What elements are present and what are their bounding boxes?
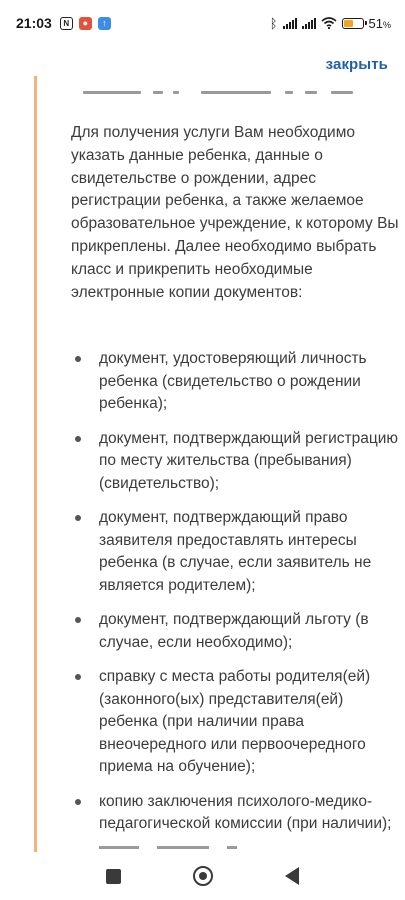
- bullet-icon: [75, 674, 81, 680]
- document-list-item: [71, 609, 401, 654]
- document-list-item: [71, 507, 401, 597]
- cut-off-text-line: [73, 80, 363, 94]
- document-text: документ, подтверждающий регистрацию по месту жительства (пребывания) (свидетельство);: [99, 429, 398, 492]
- signal-icon: [283, 17, 297, 29]
- intro-text: Для получения услуги Вам необходимо указать данные ребенка, данные о свидетельстве о рождении, адрес регистрации ребенка, а также желаемое образовательное учреждение, к которому Вы прикреплены. Далее необходимо выбрать класс и прикрепить необходимые электронные копии документов:: [71, 124, 399, 301]
- documents-list: [71, 348, 401, 848]
- content-card: [34, 76, 405, 852]
- close-button[interactable]: закрыть: [325, 56, 388, 73]
- nfc-icon: N: [60, 17, 73, 30]
- wifi-icon: [321, 17, 337, 29]
- back-icon[interactable]: [285, 867, 299, 885]
- document-text: документ, подтверждающий льготу (в случае, если необходимо);: [99, 611, 369, 651]
- document-list-item: [71, 348, 401, 416]
- app-notification-blue-icon: ↑: [98, 17, 111, 30]
- app-notification-red-icon: ●: [79, 17, 92, 30]
- bullet-icon: [75, 515, 81, 521]
- bullet-icon: [75, 617, 81, 623]
- signal-icon: [302, 17, 316, 29]
- status-bar: [0, 0, 405, 46]
- bullet-icon: [75, 436, 81, 442]
- battery-fill: [344, 20, 353, 27]
- document-text: документ, удостоверяющий личность ребенка (свидетельство о рождении ребенка);: [99, 350, 367, 412]
- status-time: 21:03: [16, 15, 52, 31]
- document-text: копию заключения психолого-медико-педагогической комиссии (при наличии);: [99, 792, 392, 832]
- recents-icon[interactable]: [106, 869, 121, 884]
- bluetooth-icon: ᛒ: [269, 15, 278, 31]
- home-icon[interactable]: [193, 866, 213, 886]
- document-text: справку с места работы родителя(ей) (законного(ых) представителя(ей) ребенка (при наличии права внеочередного или первоочередного приема на обучение);: [99, 668, 371, 775]
- document-text: документ, подтверждающий право заявителя предоставлять интересы ребенка (в случае, если заявитель не является родителем);: [99, 509, 372, 594]
- navigation-bar: [0, 852, 405, 900]
- battery-percent: 51%: [368, 15, 391, 31]
- battery-icon: [342, 18, 364, 29]
- document-list-item: [71, 428, 401, 496]
- document-list-item: [71, 666, 401, 779]
- status-right: [270, 16, 391, 31]
- status-left: [16, 15, 111, 31]
- document-list-item: [71, 791, 401, 836]
- bullet-icon: [75, 799, 81, 805]
- bullet-icon: [75, 356, 81, 362]
